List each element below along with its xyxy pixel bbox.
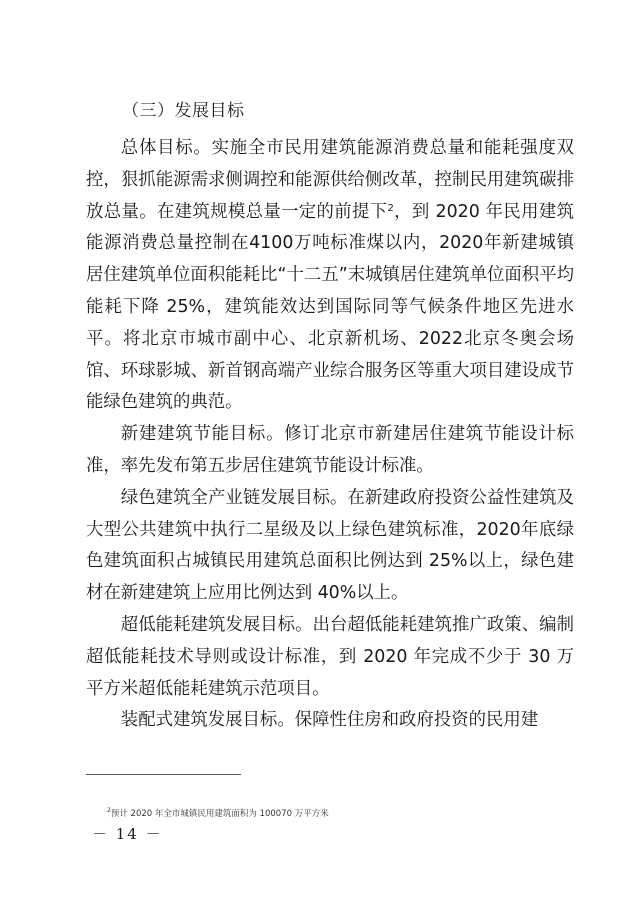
- paragraph-text: 总体目标。实施全市民用建筑能源消费总量和能耗强度双控，狠抓能源需求侧调控和能源供给侧改革，控制民用建筑碳排放总量。在建筑规模总量一定的前提下: [86, 138, 574, 222]
- paragraph-ultra-low-energy-goal: 超低能耗建筑发展目标。出台超低能耗建筑推广政策、编制超低能耗技术导则或设计标准，到 2020 年完成不少于 30 万平方米超低能耗建筑示范项目。: [86, 614, 574, 699]
- paragraph-new-building-energy-goal: 新建建筑节能目标。修订北京市新建居住建筑节能设计标准，率先发布第五步居住建筑节能设计标准。: [86, 424, 574, 476]
- footnote-divider: [86, 774, 241, 775]
- footnote: [107, 808, 329, 820]
- footnote-text: 预计 2020 年全市城镇民用建筑面积为 100070 万平方米: [110, 809, 329, 819]
- paragraph-text-continued: ，到 2020 年民用建筑能源消费总量控制在4100万吨标准煤以内，2020年新建城镇居住建筑单位面积能耗比“十二五”末城镇居住建筑单位面积平均能耗下降 25%，建筑能效达到国际同等气候条件地区先进水平。将北京市城市副中心、北京新机场、2022北京冬奥会场馆、环球影城、新首钢高端产业综合服务区等重大项目建设成节能绿色建筑的典范。: [86, 201, 574, 413]
- paragraph-prefab-building-goal: 装配式建筑发展目标。保障性住房和政府投资的民用建: [120, 710, 539, 731]
- page-number: － 14 －: [92, 825, 163, 843]
- body-text: [86, 133, 574, 737]
- paragraph-green-building-goal: 绿色建筑全产业链发展目标。在新建政府投资公益性建筑及大型公共建筑中执行二星级及以上绿色建筑标准，2020年底绿色建筑面积占城镇民用建筑总面积比例达到 25%以上，绿色建材在新建建筑上应用比例达到 40%以上。: [86, 487, 574, 604]
- section-heading: （三）发展目标: [122, 101, 245, 121]
- footnote-marker: 2: [107, 807, 111, 814]
- footnote-reference[interactable]: 2: [387, 202, 394, 214]
- paragraph-overall-goal: [86, 133, 574, 419]
